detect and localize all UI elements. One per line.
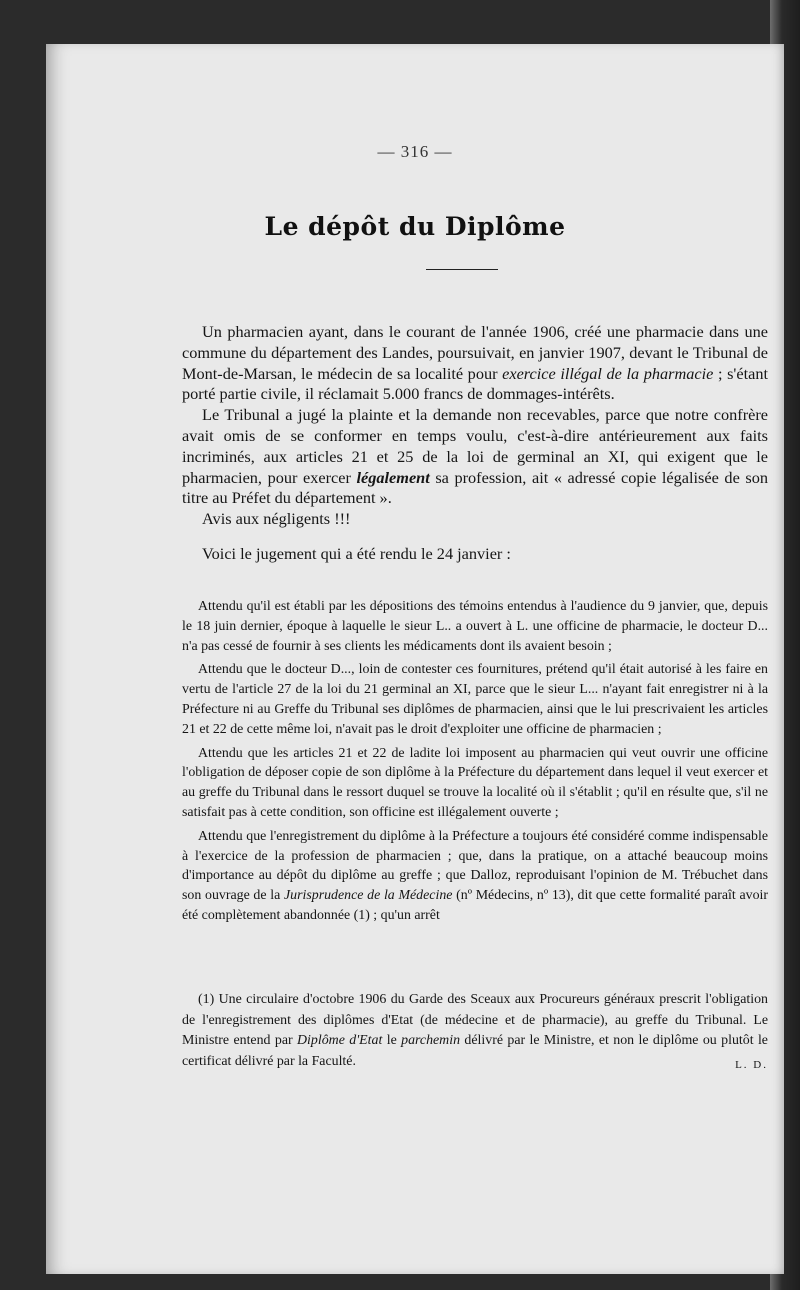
italic-phrase: exercice illégal de la pharmacie: [502, 363, 714, 383]
intro-paragraph-1: Un pharmacien ayant, dans le courant de l'année 1906, créé une pharmacie dans une commune du département des Landes, poursuivait, en janvier 1907, devant le Tribunal de Mont-de-Marsan, le médecin de sa localité pour exercice illégal de la pharmacie ; s'étant porté partie civile, il réclamait 5.000 francs de dommages-intérêts.: [182, 322, 768, 404]
article-body: [182, 322, 768, 565]
document-page: [46, 44, 784, 1274]
intro-paragraph-3: Avis aux négligents !!!: [202, 509, 351, 529]
footnote: [182, 990, 768, 1075]
judgment-clause-1: Attendu qu'il est établi par les dépositions des témoins entendus à l'audience du 9 janvier, que, depuis le 18 juin dernier, époque à laquelle le sieur L.. a ouvert à L. une officine de pharmacie, le docteur D... n'a pas cessé de fournir à ses clients les médicaments dont ils avaient besoin ;: [182, 599, 768, 654]
italic-phrase: légalement: [356, 467, 430, 487]
article-title: Le dépôt du Diplôme: [264, 212, 566, 241]
footnote-text: (1) Une circulaire d'octobre 1906 du Garde des Sceaux aux Procureurs généraux prescrit l'obligation de l'enregistrement des diplômes d'Etat (de médecine et de pharmacie), au greffe du Tribunal. Le Ministre entend par Diplôme d'Etat le parchemin délivré par le Ministre, et non le diplôme ou plutôt le certificat délivré par la Faculté. L. D.: [182, 990, 768, 1072]
title-divider: [426, 269, 498, 270]
judgment-text: [182, 597, 768, 930]
judgment-clause-3: Attendu que les articles 21 et 22 de ladite loi imposent au pharmacien qui veut ouvrir une officine l'obligation de déposer copie de son diplôme à la Préfecture du département dans lequel il veut exercer et au greffe du Tribunal dans le ressort duquel se trouve la localité où il s'établit ; qu'il en résulte que, s'il ne satisfait pas à cette condition, son officine est illégalement ouverte ;: [182, 745, 768, 820]
intro-paragraph-2: Le Tribunal a jugé la plainte et la demande non recevables, parce que notre confrère avait omis de se conformer en temps voulu, c'est-à-dire antérieurement aux faits incriminés, aux articles 21 et 25 de la loi de germinal an XI, qui exigent que le pharmacien, pour exercer légalement sa profession, ait « adressé copie légalisée de son titre au Préfet du département ».: [182, 405, 768, 508]
judgment-clause-2: Attendu que le docteur D..., loin de contester ces fournitures, prétend qu'il était autorisé à les faire en vertu de l'article 27 de la loi du 21 germinal an XI, parce que le sieur L... n'ayant fait enregistrer ni à la Préfecture ni au Greffe du Tribunal ses diplômes de pharmacien, ainsi que le lui prescrivaient les articles 21 et 22 de cette même loi, n'avait pas le droit d'exploiter une officine de pharmacien ;: [182, 662, 768, 737]
page-number: — 316 —: [377, 142, 453, 161]
italic-title: Jurisprudence de la Médecine: [283, 888, 453, 904]
judgment-clause-4: Attendu que l'enregistrement du diplôme à la Préfecture a toujours été considéré comme indispensable à l'exercice de la profession de pharmacien ; que, dans la pratique, on a attaché beaucoup moins d'importance au dépôt du diplôme au greffe ; que Dalloz, reproduisant l'opinion de M. Trébuchet dans son ouvrage de la Jurisprudence de la Médecine (nº Médecins, nº 13), dit que cette formalité paraît avoir été complètement abandonnée (1) ; qu'un arrêt: [182, 828, 769, 923]
italic-phrase: Diplôme d'Etat: [297, 1033, 383, 1048]
footnote-signature: L. D.: [735, 1058, 768, 1071]
italic-phrase: parchemin: [401, 1033, 461, 1048]
intro-paragraph-4: Voici le jugement qui a été rendu le 24 janvier :: [202, 543, 511, 563]
